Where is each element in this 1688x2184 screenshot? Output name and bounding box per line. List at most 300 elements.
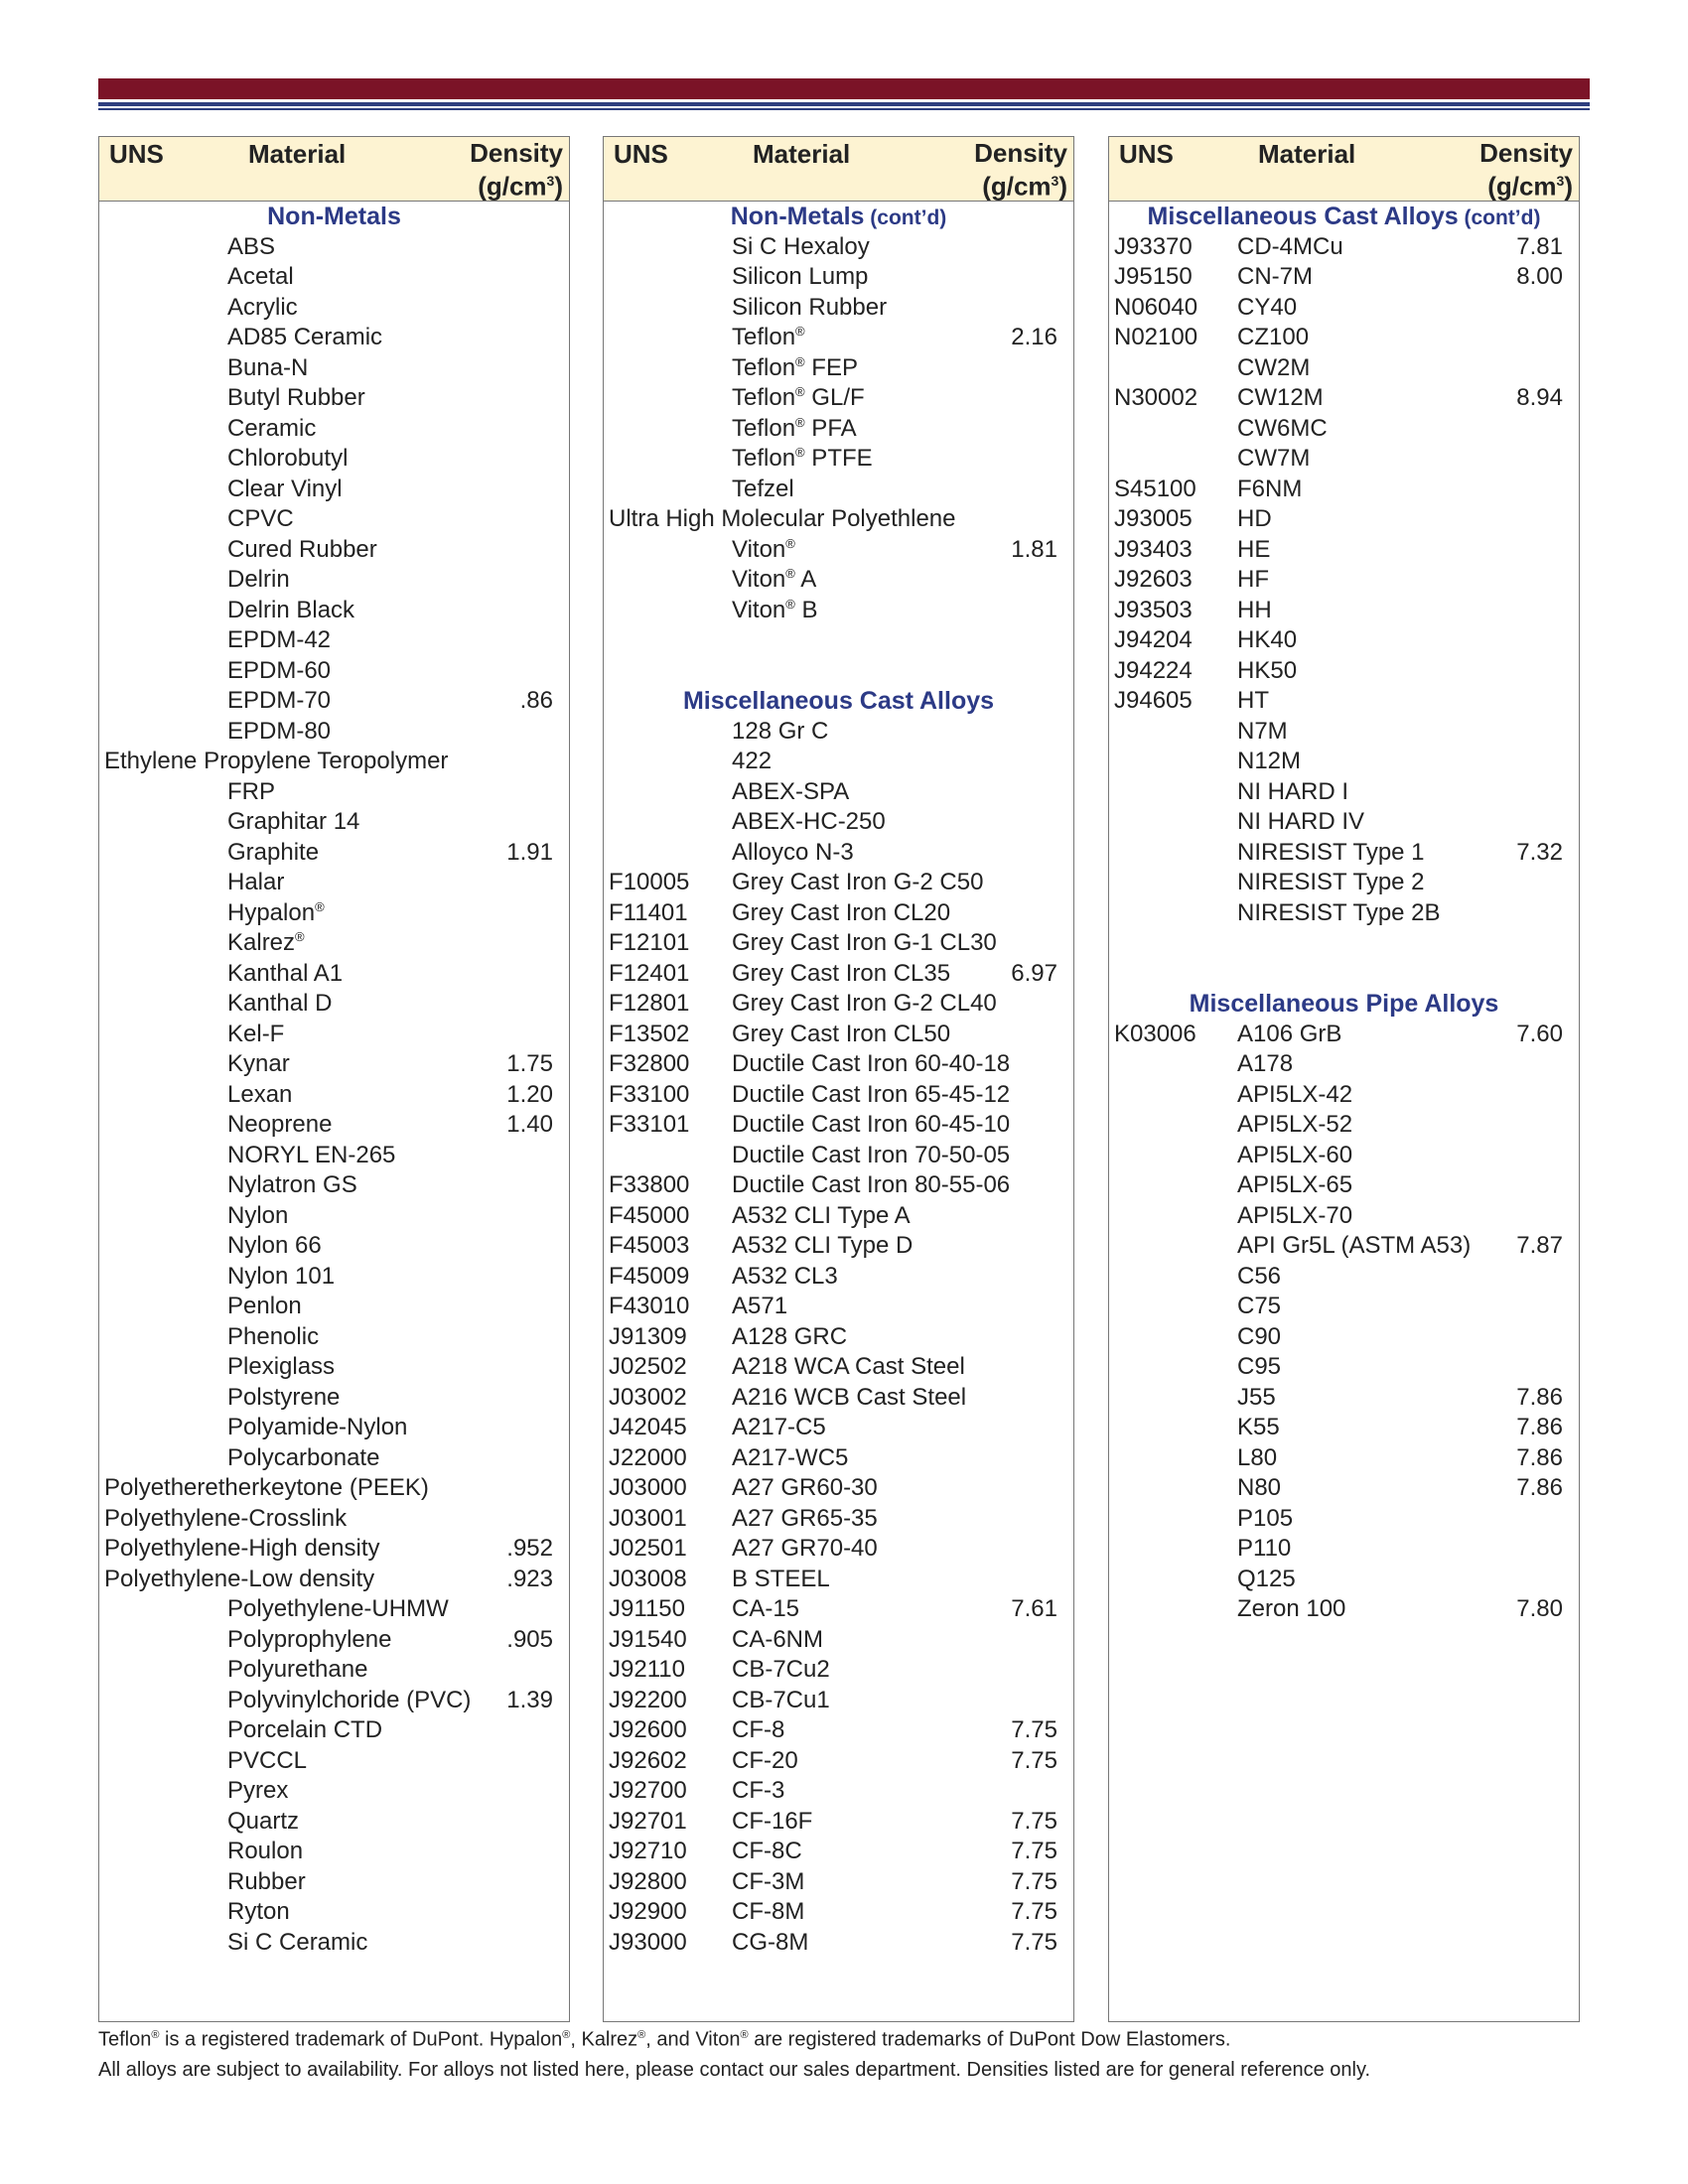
material-name: ABS [227, 232, 276, 260]
table-row [99, 1201, 569, 1232]
material-name: Silicon Rubber [732, 293, 888, 321]
table-row [99, 838, 569, 869]
table-row [1109, 1020, 1579, 1050]
material-name: Zeron 100 [1237, 1595, 1346, 1622]
density-value: 7.75 [1011, 1746, 1057, 1774]
material-name: Chlorobutyl [227, 445, 349, 472]
uns-code: F10005 [609, 869, 690, 895]
material-name: Grey Cast Iron G-2 C50 [732, 869, 984, 895]
density-value: 7.75 [1011, 1716, 1057, 1743]
density-value: 8.00 [1516, 263, 1563, 290]
material-name: CN-7M [1237, 263, 1313, 290]
material-name: ABEX-SPA [732, 777, 850, 805]
registered-mark: ® [795, 384, 805, 399]
table-row [604, 1837, 1073, 1867]
top-blue-rule-thin [98, 108, 1590, 110]
section-title: Miscellaneous Cast Alloys [682, 687, 995, 715]
table-column-1 [98, 136, 570, 2022]
table-row [604, 1715, 1073, 1746]
material-name: Acrylic [227, 293, 298, 321]
material-variant: FEP [804, 353, 858, 381]
table-row [99, 959, 569, 990]
table-row [604, 504, 1073, 535]
table-row [1109, 625, 1579, 656]
material-name: C75 [1237, 1293, 1282, 1319]
material-name: Quartz [227, 1807, 300, 1835]
table-row [99, 504, 569, 535]
table-row [99, 596, 569, 626]
table-row [99, 1231, 569, 1262]
material-name: Halar [227, 869, 285, 895]
table-row [99, 353, 569, 384]
uns-code: F12801 [609, 990, 690, 1017]
table-row [99, 625, 569, 656]
table-row [604, 1080, 1073, 1111]
material-name: EPDM-60 [227, 656, 332, 684]
table-row [604, 1655, 1073, 1686]
material-name: Viton® A [732, 566, 817, 593]
table-row [604, 868, 1073, 898]
table-row [1109, 535, 1579, 566]
table-row [1109, 1413, 1579, 1443]
material-name: HT [1237, 687, 1269, 714]
table-row [604, 1625, 1073, 1656]
table-row [99, 928, 569, 959]
material-name: Roulon [227, 1838, 304, 1864]
material-name: CA-6NM [732, 1625, 824, 1653]
material-name: CPVC [227, 505, 294, 532]
density-value: 7.32 [1516, 838, 1563, 866]
material-name: AD85 Ceramic [227, 324, 383, 350]
material-name: HK40 [1237, 626, 1298, 653]
material-name: A532 CLI Type D [732, 1232, 914, 1259]
material-name: Ultra High Molecular Polyethlene [609, 505, 956, 532]
table-row [604, 1231, 1073, 1262]
material-name: N80 [1237, 1474, 1282, 1501]
material-name: J55 [1237, 1383, 1276, 1411]
material-name: Graphitar 14 [227, 808, 360, 835]
spacer-row [604, 625, 1073, 656]
material-name: Polyetheretherkeytone (PEEK) [104, 1474, 429, 1501]
material-name: API5LX-65 [1237, 1171, 1353, 1198]
table-row [1109, 475, 1579, 505]
table-row [1109, 504, 1579, 535]
material-name: Si C Hexaloy [732, 232, 870, 260]
uns-code: F11401 [609, 898, 688, 926]
table-row [99, 1110, 569, 1141]
table-row [604, 747, 1073, 777]
table-row [1109, 1534, 1579, 1565]
uns-code: J92602 [609, 1746, 687, 1774]
material-name: Lexan [227, 1080, 293, 1108]
table-row [604, 565, 1073, 596]
material-name: A218 WCA Cast Steel [732, 1353, 965, 1380]
material-name: CF-8M [732, 1898, 805, 1925]
material-name: Graphite [227, 838, 320, 866]
table-row [99, 1020, 569, 1050]
density-value: 7.80 [1516, 1595, 1563, 1622]
table-row [604, 475, 1073, 505]
uns-code: K03006 [1114, 1020, 1196, 1047]
material-name: Ductile Cast Iron 65-45-12 [732, 1080, 1011, 1108]
density-value: 7.75 [1011, 1928, 1057, 1956]
table-row [604, 232, 1073, 263]
uns-code: J03008 [609, 1565, 687, 1592]
uns-code: J92900 [609, 1898, 687, 1925]
density-value: 1.40 [506, 1111, 553, 1138]
material-name: Ryton [227, 1898, 290, 1925]
table-row [1109, 1565, 1579, 1595]
table-row [604, 444, 1073, 475]
table-row [99, 777, 569, 808]
table-row [1109, 686, 1579, 717]
table-row [604, 535, 1073, 566]
table-row [99, 1383, 569, 1414]
registered-mark: ® [740, 2029, 749, 2041]
material-name: Q125 [1237, 1565, 1296, 1592]
material-name: A571 [732, 1293, 788, 1319]
section-title: Miscellaneous Cast Alloys (cont’d) [1147, 203, 1541, 230]
registered-mark: ® [562, 2029, 571, 2041]
table-row [99, 1715, 569, 1746]
table-row [604, 838, 1073, 869]
header-uns: UNS [109, 139, 164, 169]
material-name: Polyamide-Nylon [227, 1414, 408, 1440]
table-row [99, 807, 569, 838]
uns-code: J95150 [1114, 263, 1193, 290]
table-row [1109, 1352, 1579, 1383]
table-row [1109, 1322, 1579, 1353]
footnote-text: , Kalrez [570, 2028, 638, 2051]
table-row [604, 1473, 1073, 1504]
material-name: NI HARD I [1237, 777, 1349, 805]
table-row [604, 989, 1073, 1020]
material-name: P105 [1237, 1504, 1294, 1532]
material-name: Silicon Lump [732, 263, 869, 290]
table-row [1109, 1383, 1579, 1414]
registered-mark: ® [795, 324, 805, 339]
material-name: Neoprene [227, 1111, 333, 1138]
material-name: Grey Cast Iron CL35 [732, 959, 951, 987]
table-row [1109, 1141, 1579, 1171]
table-row [604, 807, 1073, 838]
material-name: F6NM [1237, 475, 1303, 502]
registered-mark: ® [785, 596, 795, 612]
material-name: CF-20 [732, 1746, 798, 1774]
table-row [1109, 1080, 1579, 1111]
table-row [604, 1867, 1073, 1898]
uns-code: J22000 [609, 1443, 687, 1471]
uns-code: N06040 [1114, 293, 1198, 321]
material-name: CD-4MCu [1237, 232, 1343, 260]
header-uns: UNS [1119, 139, 1174, 169]
table-row [604, 959, 1073, 990]
table-row [604, 1594, 1073, 1625]
section-heading [1109, 989, 1579, 1020]
uns-code: J93000 [609, 1928, 687, 1956]
table-row [99, 1049, 569, 1080]
density-value: 1.20 [506, 1080, 553, 1108]
column-header [604, 137, 1073, 202]
material-name: Polyethylene-Low density [104, 1565, 375, 1592]
material-name: Cured Rubber [227, 535, 377, 563]
table-row [99, 1443, 569, 1474]
material-name: A106 GrB [1237, 1020, 1342, 1047]
material-name: P110 [1237, 1535, 1292, 1562]
density-value: 7.86 [1516, 1474, 1563, 1501]
material-name: CW7M [1237, 445, 1311, 472]
table-row [604, 1413, 1073, 1443]
table-row [99, 1897, 569, 1928]
table-row [604, 1322, 1073, 1353]
material-name: L80 [1237, 1443, 1278, 1471]
table-row [99, 262, 569, 293]
material-name: C95 [1237, 1353, 1282, 1380]
table-row [604, 414, 1073, 445]
uns-code: J93503 [1114, 596, 1193, 623]
uns-code: J94204 [1114, 626, 1193, 653]
uns-code: J02502 [609, 1353, 687, 1380]
registered-mark: ® [295, 929, 305, 944]
header-density: Density $(g/cm^3)$ [470, 138, 563, 202]
table-row [604, 1746, 1073, 1777]
material-name: FRP [227, 777, 275, 805]
uns-code: F12101 [609, 929, 690, 956]
uns-code: F45009 [609, 1262, 690, 1290]
material-name: Nylon 101 [227, 1262, 336, 1290]
density-value: .905 [506, 1625, 553, 1653]
table-row [1109, 1504, 1579, 1535]
table-row [99, 1867, 569, 1898]
table-row [99, 1776, 569, 1807]
table-row [99, 1413, 569, 1443]
material-name: API5LX-60 [1237, 1141, 1353, 1168]
material-name: Polyurethane [227, 1656, 368, 1683]
table-row [1109, 1473, 1579, 1504]
table-row [1109, 1443, 1579, 1474]
material-name: EPDM-70 [227, 687, 332, 714]
material-name: C90 [1237, 1322, 1282, 1350]
material-name: CW6MC [1237, 414, 1328, 442]
registered-mark: ® [795, 445, 805, 460]
table-column-3 [1108, 136, 1580, 2022]
material-name: K55 [1237, 1414, 1280, 1440]
table-row [604, 293, 1073, 324]
material-name: Kanthal A1 [227, 959, 344, 987]
material-name: Polstyrene [227, 1383, 341, 1411]
material-name: Polyethylene-Crosslink [104, 1504, 348, 1532]
material-name: Nylatron GS [227, 1171, 357, 1198]
section-title: Non-Metals [267, 203, 401, 230]
density-value: 2.16 [1011, 324, 1057, 350]
uns-code: J91309 [609, 1322, 687, 1350]
table-row [99, 989, 569, 1020]
material-name: A532 CL3 [732, 1262, 838, 1290]
registered-mark: ® [785, 535, 795, 551]
material-name: Si C Ceramic [227, 1928, 368, 1956]
uns-code: J92110 [609, 1656, 685, 1683]
density-value: .923 [506, 1565, 553, 1592]
header-density: Density $(g/cm^3)$ [1479, 138, 1573, 202]
spacer-row [1109, 928, 1579, 959]
material-variant: A [794, 566, 817, 593]
uns-code: F12401 [609, 959, 690, 987]
material-name: CF-16F [732, 1807, 813, 1835]
material-name: Grey Cast Iron CL50 [732, 1020, 951, 1047]
material-name: C56 [1237, 1262, 1282, 1290]
uns-code: J93403 [1114, 535, 1193, 563]
material-name: API5LX-42 [1237, 1080, 1353, 1108]
spacer-row [604, 656, 1073, 687]
table-row [99, 1625, 569, 1656]
material-name: HF [1237, 566, 1269, 593]
material-name: HH [1237, 596, 1272, 623]
table-row [604, 928, 1073, 959]
material-name: A128 GRC [732, 1322, 848, 1350]
material-name: Delrin [227, 566, 290, 593]
material-variant: B [794, 596, 818, 623]
table-row [604, 1443, 1073, 1474]
density-value: 1.91 [506, 838, 553, 866]
material-name: Rubber [227, 1867, 306, 1895]
material-name: B STEEL [732, 1565, 830, 1592]
table-row [604, 1020, 1073, 1050]
density-value: 7.86 [1516, 1414, 1563, 1440]
table-row [99, 1322, 569, 1353]
registered-mark: ® [795, 353, 805, 369]
table-row [99, 1534, 569, 1565]
uns-code: F33800 [609, 1171, 690, 1198]
table-row [99, 1352, 569, 1383]
section-heading [604, 686, 1073, 717]
material-name: API5LX-52 [1237, 1111, 1353, 1138]
density-value: 1.75 [506, 1050, 553, 1077]
registered-mark: ® [151, 2029, 160, 2041]
table-row [99, 747, 569, 777]
material-name: HK50 [1237, 656, 1298, 684]
uns-code: F43010 [609, 1293, 690, 1319]
uns-code: J91150 [609, 1595, 685, 1622]
table-column-2 [603, 136, 1074, 2022]
table-row [604, 1049, 1073, 1080]
column-header [99, 137, 569, 202]
material-name: Kalrez® [227, 929, 305, 956]
table-row [604, 1262, 1073, 1293]
registered-mark: ® [795, 414, 805, 430]
material-name: Nylon [227, 1201, 289, 1229]
uns-code: J92701 [609, 1807, 687, 1835]
material-name: Ethylene Propylene Teropolymer [104, 748, 449, 774]
material-name: N12M [1237, 748, 1302, 774]
material-name: Teflon® PTFE [732, 445, 873, 472]
uns-code: J02501 [609, 1535, 687, 1562]
table-row [99, 1746, 569, 1777]
material-name: 422 [732, 748, 773, 774]
table-row [99, 232, 569, 263]
material-name: Ductile Cast Iron 80-55-06 [732, 1171, 1011, 1198]
uns-code: F32800 [609, 1050, 690, 1077]
material-variant: GL/F [804, 384, 865, 411]
material-name: Ceramic [227, 414, 317, 442]
section-heading [99, 202, 569, 232]
table-row [1109, 1201, 1579, 1232]
table-row [99, 1837, 569, 1867]
material-name: CF-8C [732, 1838, 802, 1864]
table-row [604, 777, 1073, 808]
table-row [99, 1292, 569, 1322]
table-row [99, 444, 569, 475]
table-row [99, 383, 569, 414]
material-name: Viton® B [732, 596, 818, 623]
table-row [99, 686, 569, 717]
table-row [1109, 353, 1579, 384]
registered-mark: ® [637, 2029, 646, 2041]
material-name: Grey Cast Iron CL20 [732, 898, 951, 926]
uns-code: F45000 [609, 1201, 690, 1229]
section-heading [1109, 202, 1579, 232]
material-name: API Gr5L (ASTM A53) [1237, 1232, 1472, 1259]
table-row [1109, 565, 1579, 596]
table-row [99, 717, 569, 748]
table-row [604, 1807, 1073, 1838]
table-row [604, 898, 1073, 929]
table-row [604, 1170, 1073, 1201]
uns-code: J03001 [609, 1504, 687, 1532]
material-name: A27 GR65-35 [732, 1504, 878, 1532]
material-name: A216 WCB Cast Steel [732, 1383, 967, 1411]
uns-code: J92200 [609, 1686, 687, 1713]
uns-code: J91540 [609, 1625, 687, 1653]
material-name: EPDM-80 [227, 717, 332, 745]
table-row [99, 868, 569, 898]
table-row [604, 717, 1073, 748]
section-title: Non-Metals (cont’d) [730, 203, 947, 230]
material-name: Tefzel [732, 475, 794, 502]
material-name: A217-WC5 [732, 1443, 849, 1471]
material-name: Ductile Cast Iron 60-45-10 [732, 1111, 1011, 1138]
material-name: Polycarbonate [227, 1443, 380, 1471]
material-name: CF-3 [732, 1777, 785, 1804]
material-name: Butyl Rubber [227, 384, 365, 411]
section-continued: (cont’d) [1458, 206, 1541, 229]
table-row [1109, 1594, 1579, 1625]
top-blue-rule [98, 102, 1590, 106]
table-row [1109, 1110, 1579, 1141]
material-name: Polyprophylene [227, 1625, 392, 1653]
material-name: Buna-N [227, 353, 309, 381]
column-rows [99, 202, 569, 1958]
registered-mark: ® [785, 566, 795, 581]
table-row [1109, 656, 1579, 687]
section-heading [604, 202, 1073, 232]
table-row [1109, 868, 1579, 898]
table-row [99, 1504, 569, 1535]
footnote-text: is a registered trademark of DuPont. Hypalon [159, 2028, 563, 2051]
material-name: Ductile Cast Iron 70-50-05 [732, 1141, 1011, 1168]
density-value: 7.75 [1011, 1867, 1057, 1895]
density-value: 7.81 [1516, 232, 1563, 260]
table-row [99, 656, 569, 687]
table-row [1109, 1262, 1579, 1293]
uns-code: F45003 [609, 1232, 690, 1259]
column-header [1109, 137, 1579, 202]
uns-code: J92700 [609, 1777, 687, 1804]
section-continued: (cont’d) [864, 206, 947, 229]
table-row [604, 1110, 1073, 1141]
material-name: CF-3M [732, 1867, 805, 1895]
header-material: Material [753, 139, 851, 169]
table-row [604, 1686, 1073, 1716]
